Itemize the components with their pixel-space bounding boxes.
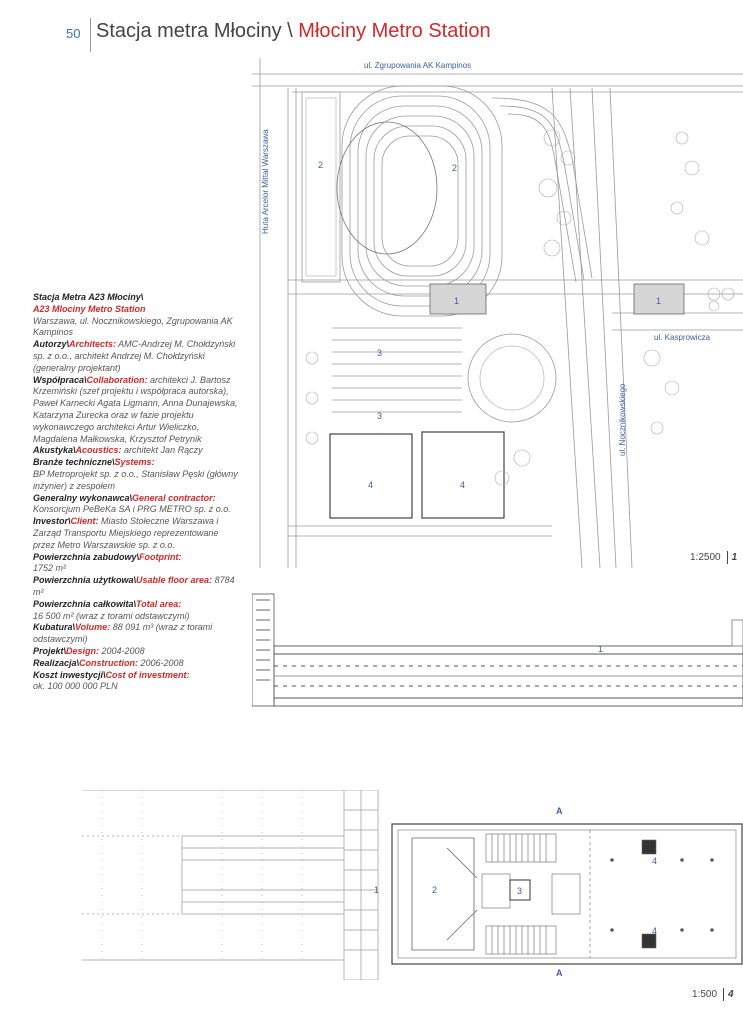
street-label-right: ul. Kasprowicza	[654, 333, 711, 342]
title-english: Młociny Metro Station	[292, 20, 491, 42]
footprint-key-en: Footprint:	[139, 551, 182, 562]
section-mark-top: A	[556, 806, 563, 816]
design-key-en: Design:	[66, 645, 100, 656]
collab-key: Współpraca\	[33, 374, 87, 385]
title-polish: Stacja metra Młociny \	[96, 20, 293, 42]
site-plan	[252, 58, 743, 568]
section-mark-bottom: A	[556, 968, 563, 978]
footprint-key: Powierzchnia zabudowy\	[33, 551, 140, 562]
architects-key-en: Architects:	[69, 339, 117, 350]
site-label: 2	[452, 163, 458, 173]
acoustics-value: architekt Jan Rączy	[121, 445, 203, 456]
usable-key-en: Usable floor area:	[136, 575, 213, 586]
total-key-en: Total area:	[136, 598, 182, 609]
plan-figure-number: 4	[728, 989, 734, 1001]
site-label: 3	[377, 348, 383, 358]
page-number: 50	[66, 26, 81, 41]
plan-label: 1	[374, 885, 380, 895]
site-label: 1	[454, 296, 460, 306]
usable-key: Powierzchnia użytkowa\	[33, 575, 137, 586]
plan-scale-value: 1:500	[692, 989, 718, 1001]
section-label: 1	[598, 644, 604, 654]
design-value: 2004-2008	[99, 645, 145, 656]
site-label: 2	[318, 160, 324, 170]
street-label-vertical: ul. Nocznikowskiego	[618, 383, 627, 456]
volume-key: Kubatura\	[33, 622, 76, 633]
project-name-en: A23 Mlociny Metro Station	[33, 303, 146, 314]
project-name-pl: Stacja Metra A23 Młociny\	[33, 292, 144, 302]
volume-value: 88 091 m³ (wraz z torami odstawczymi)	[33, 622, 213, 645]
floor-plan	[82, 790, 743, 980]
collab-key-en: Collaboration:	[86, 374, 148, 385]
total-value: 16 500 m² (wraz z torami odstawczymi)	[33, 610, 190, 621]
site-label: 1	[656, 296, 662, 306]
collab-value: architekci J. Bartosz Krzemiński (szef projektu i współpraca autorska), Paweł Karnecki Agata Ligmann, Anna Dunajewska, Katarzyna Zurecka oraz w fazie projektu wykonawczego architekci Artur Wieliczko, Magdalena Małkowska, Krzysztof Petrynik	[33, 374, 238, 444]
acoustics-key: Akustyka\	[33, 445, 76, 456]
contractor-key-en: General contractor:	[132, 492, 216, 503]
street-label-top: ul. Zgrupowania AK Kampinos	[364, 61, 472, 70]
design-key: Projekt\	[33, 645, 67, 656]
construction-key-en: Construction:	[79, 657, 139, 668]
contractor-key: Generalny wykonawca\	[33, 492, 133, 503]
investor-key: Investor\	[33, 516, 71, 527]
volume-key-en: Volume:	[75, 622, 111, 633]
cost-key: Koszt inwestycji\	[33, 669, 106, 680]
page-title	[96, 20, 491, 43]
total-key: Powierzchnia całkowita\	[33, 598, 137, 609]
site-label: 4	[368, 480, 374, 490]
systems-key: Branże techniczne\	[33, 457, 115, 468]
site-label: 3	[377, 411, 383, 421]
plan-label: 4	[652, 856, 658, 866]
plan-label: 2	[432, 885, 438, 895]
site-scale	[690, 551, 737, 564]
architects-value: AMC-Andrzej M. Chołdzyński sp. z o.o., architekt Andrzej M. Chołdzyński (generalny projektant)	[33, 339, 236, 373]
plan-scale	[692, 988, 734, 1001]
usable-value: 8784 m²	[33, 575, 235, 597]
acoustics-key-en: Acoustics:	[75, 445, 122, 456]
site-figure-number: 1	[731, 552, 738, 564]
cost-key-en: Cost of investment:	[105, 669, 190, 680]
site-scale-value: 1:2500	[690, 552, 721, 564]
section-drawing	[252, 590, 743, 770]
systems-value: BP Metroprojekt sp. z o.o., Stanisław Pęski (główny inżynier) z zespołem	[33, 468, 238, 491]
architects-key: Autorzy\	[33, 339, 69, 350]
plan-label: 4	[652, 926, 658, 936]
project-info	[33, 292, 238, 693]
investor-key-en: Client:	[70, 516, 99, 527]
plan-label: 3	[517, 886, 523, 896]
construction-key: Realizacja\	[33, 657, 80, 668]
site-label: 4	[460, 480, 466, 490]
footprint-value: 1752 m²	[33, 563, 67, 574]
construction-value: 2006-2008	[138, 657, 184, 668]
systems-key-en: Systems:	[114, 457, 155, 468]
project-address: Warszawa, ul. Nocznikowskiego, Zgrupowania AK Kampinos	[33, 315, 233, 338]
title-divider	[90, 18, 91, 52]
cost-value: ok. 100 000 000 PLN	[33, 681, 118, 692]
contractor-value: Konsorcjum PeBeKa SA i PRG METRO sp. z o.o.	[33, 504, 231, 515]
street-label-left: Huta Arcelor Mittal Warszawa	[261, 129, 270, 234]
investor-value: Miasto Stołeczne Warszawa i Zarząd Transportu Miejskiego reprezentowane przez Metro Warszawskie sp. z o.o.	[33, 516, 219, 550]
